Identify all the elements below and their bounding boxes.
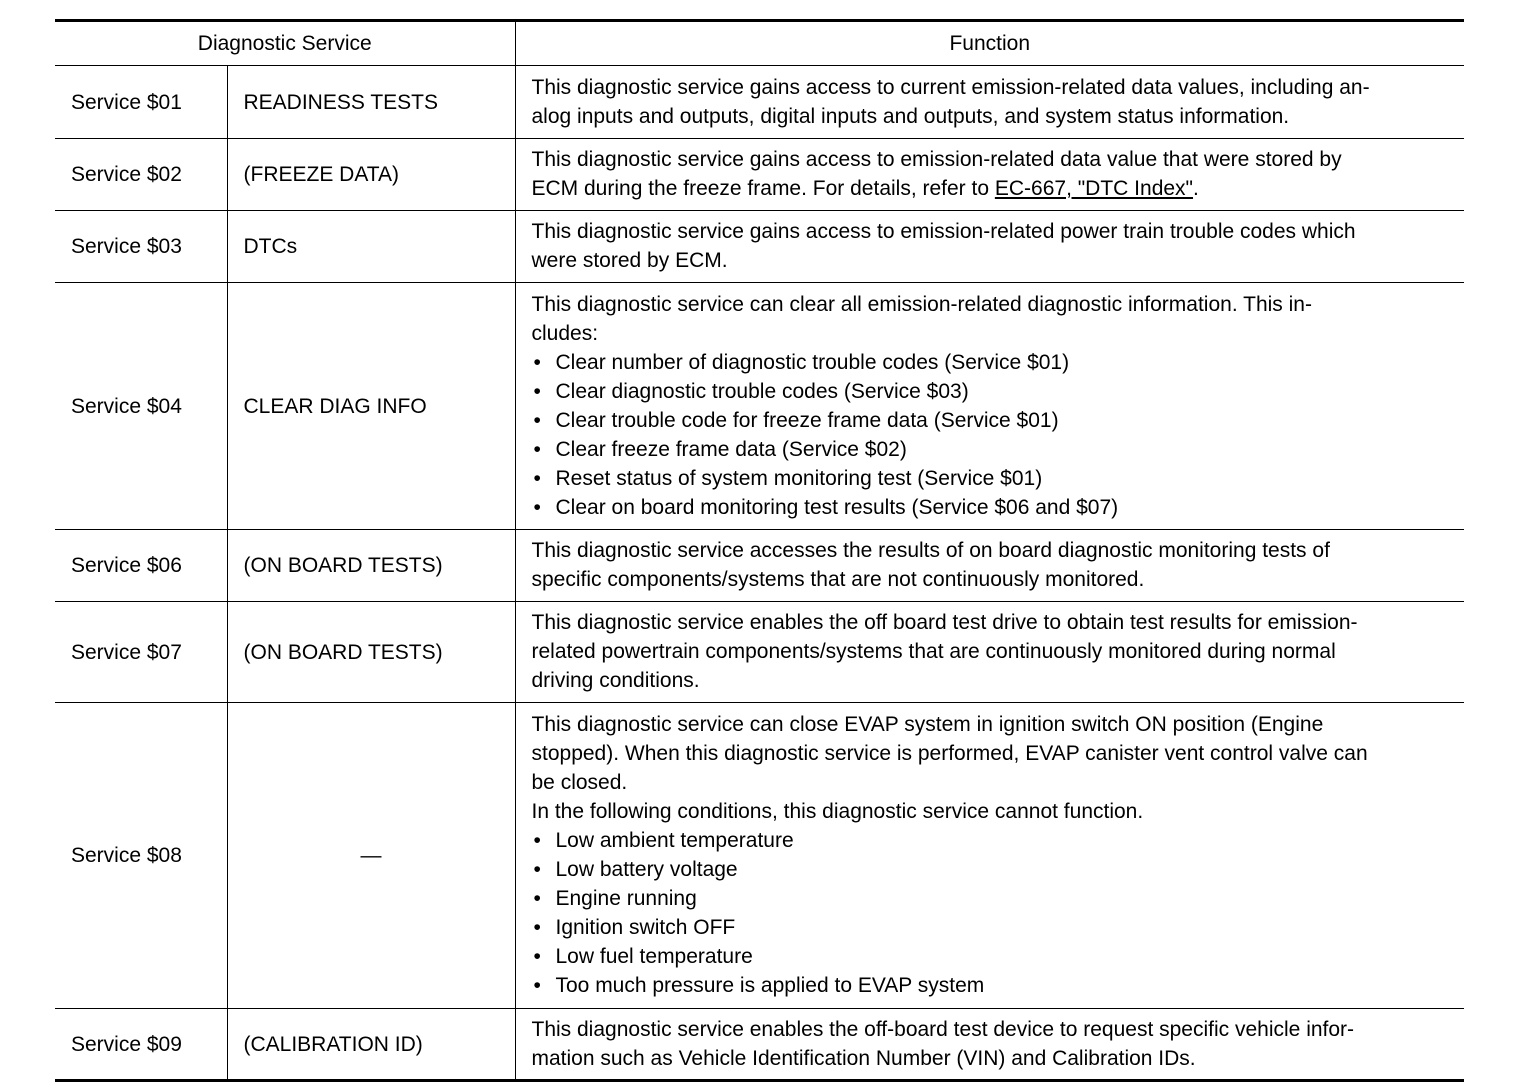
- function-line: cludes:: [531, 321, 599, 345]
- dtc-index-link[interactable]: EC-667, "DTC Index": [994, 177, 1194, 200]
- service-id: Service $02: [55, 139, 227, 211]
- table-row: [55, 66, 1464, 139]
- function-line: In the following conditions, this diagnostic service cannot function.: [531, 800, 1144, 823]
- function-line: This diagnostic service gains access to emission-related data value that were stored by: [531, 148, 1342, 171]
- service-id: Service $06: [55, 530, 227, 602]
- table-row: [55, 139, 1464, 211]
- function-line: mation such as Vehicle Identification Number (VIN) and Calibration IDs.: [531, 1046, 1196, 1070]
- function-line: were stored by ECM.: [531, 249, 728, 272]
- function-description: [515, 530, 1464, 602]
- function-description: [515, 703, 1464, 1009]
- function-description: [515, 66, 1464, 139]
- table-row: [55, 283, 1464, 530]
- bullet-item: • Clear freeze frame data (Service $02): [532, 435, 1455, 464]
- service-id: Service $09: [55, 1009, 227, 1081]
- service-name: READINESS TESTS: [227, 66, 515, 139]
- service-id: Service $08: [55, 703, 227, 1009]
- table-row: [55, 1009, 1464, 1081]
- service-name: (CALIBRATION ID): [227, 1009, 515, 1081]
- function-line: be closed.: [531, 771, 628, 794]
- function-line-suffix: .: [1193, 177, 1199, 200]
- function-line: This diagnostic service gains access to current emission-related data values, including an-: [531, 75, 1370, 99]
- table-row: [55, 703, 1464, 1009]
- header-diagnostic-service: Diagnostic Service: [55, 21, 515, 66]
- table-row: [55, 602, 1464, 703]
- service-name: (FREEZE DATA): [227, 139, 515, 211]
- bullet-item: • Clear trouble code for freeze frame data (Service $01): [532, 406, 1455, 435]
- function-line-prefix: ECM during the freeze frame. For details, refer to: [531, 177, 995, 200]
- bullet-item: • Engine running: [532, 884, 1455, 913]
- function-line: specific components/systems that are not continuously monitored.: [531, 568, 1145, 591]
- function-line: This diagnostic service enables the off-board test device to request specific vehicle infor-: [531, 1017, 1355, 1041]
- table-row: [55, 530, 1464, 602]
- function-line: This diagnostic service can close EVAP system in ignition switch ON position (Engine: [531, 713, 1324, 736]
- bullet-item: • Too much pressure is applied to EVAP system: [532, 971, 1455, 1000]
- bullet-item: • Ignition switch OFF: [532, 913, 1455, 942]
- service-name: —: [227, 703, 515, 1009]
- service-id: Service $01: [55, 66, 227, 139]
- function-description: [515, 1009, 1464, 1081]
- service-name: (ON BOARD TESTS): [227, 602, 515, 703]
- function-line: [532, 174, 1455, 203]
- service-name: CLEAR DIAG INFO: [227, 283, 515, 530]
- function-description: [515, 211, 1464, 283]
- bullet-item: • Clear number of diagnostic trouble codes (Service $01): [532, 348, 1455, 377]
- function-line: related powertrain components/systems that are continuously monitored during normal: [531, 640, 1336, 663]
- bullet-list: [532, 348, 1455, 522]
- function-line: This diagnostic service can clear all emission-related diagnostic information. This in-: [531, 292, 1312, 316]
- header-function: Function: [515, 21, 1464, 66]
- service-name: (ON BOARD TESTS): [227, 530, 515, 602]
- service-name: DTCs: [227, 211, 515, 283]
- bullet-list: [532, 826, 1455, 1000]
- bullet-item: • Clear on board monitoring test results (Service $06 and $07): [532, 493, 1455, 522]
- function-line: This diagnostic service accesses the results of on board diagnostic monitoring tests of: [531, 539, 1330, 562]
- bullet-item: • Clear diagnostic trouble codes (Service $03): [532, 377, 1455, 406]
- bullet-item: • Low fuel temperature: [532, 942, 1455, 971]
- service-id: Service $03: [55, 211, 227, 283]
- function-description: [515, 602, 1464, 703]
- function-line: alog inputs and outputs, digital inputs and outputs, and system status information.: [531, 104, 1290, 128]
- function-description: [515, 139, 1464, 211]
- function-line: This diagnostic service enables the off board test drive to obtain test results for emission-: [531, 611, 1358, 634]
- diagnostic-service-table: [55, 19, 1464, 1082]
- function-line: This diagnostic service gains access to emission-related power train trouble codes which: [531, 220, 1356, 243]
- table-row: [55, 211, 1464, 283]
- table-header-row: [55, 21, 1464, 66]
- function-description: [515, 283, 1464, 530]
- function-line: driving conditions.: [531, 669, 700, 692]
- bullet-item: • Reset status of system monitoring test (Service $01): [532, 464, 1455, 493]
- function-line: stopped). When this diagnostic service is performed, EVAP canister vent control valve can: [531, 742, 1368, 765]
- bullet-item: • Low ambient temperature: [532, 826, 1455, 855]
- service-id: Service $07: [55, 602, 227, 703]
- service-id: Service $04: [55, 283, 227, 530]
- bullet-item: • Low battery voltage: [532, 855, 1455, 884]
